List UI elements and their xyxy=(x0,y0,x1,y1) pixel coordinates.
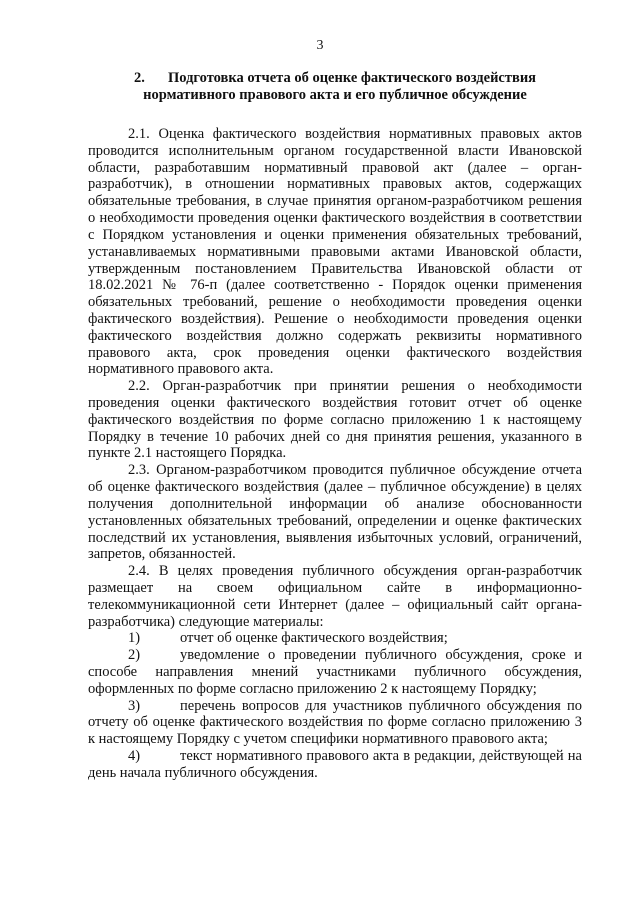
paragraph-number: 2.3. xyxy=(128,462,150,479)
list-marker: 4) xyxy=(128,748,141,765)
paragraph-2-1 xyxy=(88,126,582,378)
list-marker: 3) xyxy=(128,697,141,714)
paragraph-text: Орган-разработчик при принятии решения о необходимости проведения оценки фактического воздействия готовит отчет об оценке фактического воздействия по форме согласно приложению 1 к настоящему Порядку в течение 10 рабочих дней со дня принятия решения, указанного в пункте 2.1 настоящего Порядка. xyxy=(88,378,582,462)
list-item-text: перечень вопросов для участников публичного обсуждения по отчету об оценке фактического воздействия по форме согласно приложению 3 к настоящему Порядку с учетом специфики нормативного правового акта; xyxy=(88,697,582,748)
paragraph-text: Органом-разработчиком проводится публичное обсуждение отчета об оценке фактического воздействия (далее – публичное обсуждение) в целях получения дополнительной информации об анализе обоснованности установленных обязательных требований, определении и оценке фактических последствий их установления, выявления избыточных условий, ограничений, запретов, обязанностей. xyxy=(88,462,583,563)
document-body xyxy=(88,126,582,782)
list-item xyxy=(88,647,582,697)
list-item-text: отчет об оценке фактического воздействия; xyxy=(180,630,448,647)
paragraph-text: В целях проведения публичного обсуждения орган-разработчик размещает на своем официальном сайте в информационно-телекоммуникационной сети Интернет (далее – официальный сайт органа-разработчика) следующие материалы: xyxy=(88,563,583,630)
paragraph-number: 2.2. xyxy=(128,378,150,395)
list-item-text: уведомление о проведении публичного обсуждения, сроке и способе направления мнений участниками публичного обсуждения, оформленных по форме согласно приложению 2 к настоящему Порядку; xyxy=(88,647,582,697)
list-marker: 2) xyxy=(128,647,141,664)
list-item xyxy=(88,698,582,748)
paragraph-2-3 xyxy=(88,462,582,563)
page-number: 3 xyxy=(316,38,324,53)
section-number: 2. xyxy=(133,70,145,86)
paragraph-2-2 xyxy=(88,378,582,462)
list-marker: 1) xyxy=(128,630,141,647)
paragraph-2-4 xyxy=(88,563,582,630)
list-item-text: текст нормативного правового акта в редакции, действующей на день начала публичного обсуждения. xyxy=(88,748,582,781)
paragraph-number: 2.4. xyxy=(128,563,150,580)
list-item xyxy=(88,748,582,782)
section-title: Подготовка отчета об оценке фактического воздействия нормативного правового акта и его публичное обсуждение xyxy=(143,70,537,104)
list-item xyxy=(88,630,582,647)
paragraph-text: Оценка фактического воздействия нормативных правовых актов проводится исполнительным органом государственной власти Ивановской области, разработавшим нормативный правовой акт (далее – орган-разработчик), в отношении нормативных правовых актов, содержащих обязательные требования, в случае принятия органом-разработчиком решения о необходимости проведения оценки фактического воздействия в соответствии с Порядком установления и оценки применения обязательных требований, устанавливаемых нормативными правовыми актами Ивановской области, утвержденным постановлением Правительства Ивановской области от 18.02.2021 № 76-п (далее соответственно - Порядок оценки применения обязательных требований, решение о необходимости проведения оценки фактического воздействия). Решение о необходимости проведения оценки фактического воздействия должно содержать реквизиты нормативного правового акта, срок проведения оценки фактического воздействия нормативного правового акта. xyxy=(88,126,582,378)
section-heading xyxy=(88,70,582,104)
paragraph-number: 2.1. xyxy=(128,126,150,142)
